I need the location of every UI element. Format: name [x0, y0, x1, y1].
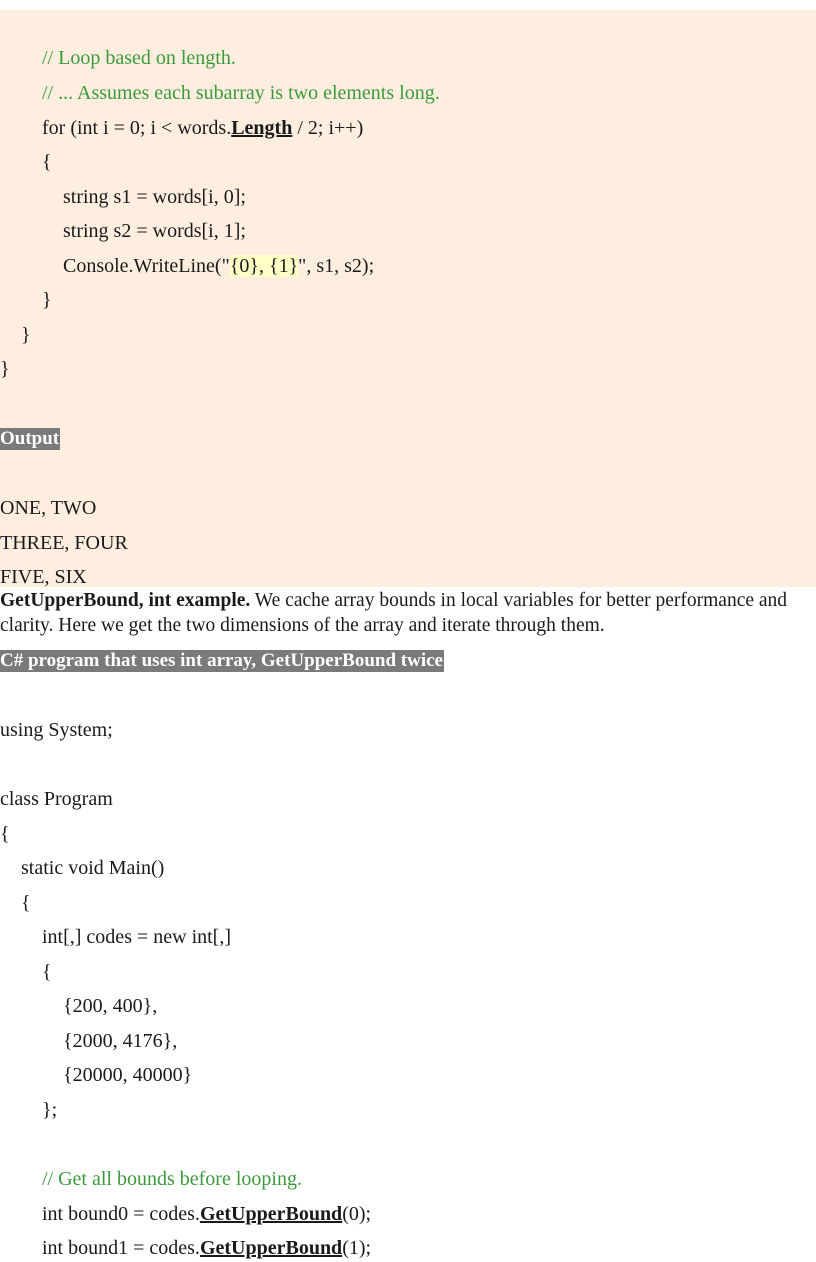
code-comment: // Loop based on length.: [42, 47, 236, 69]
code-line: int[,] codes = new int[,]: [42, 926, 232, 948]
code-comment: // Get all bounds before looping.: [42, 1168, 302, 1190]
code-comment: // ... Assumes each subarray is two elements long.: [42, 82, 440, 104]
code-line: using System;: [0, 719, 113, 741]
code-line: [42, 1236, 371, 1260]
code-brace: {: [0, 823, 10, 845]
paragraph-body: We cache array bounds in local variables for better performance and clarity. Here we get the two dimensions of the array and iterate through them.: [0, 590, 788, 636]
code-text: for (int i = 0; i < words.: [42, 117, 232, 139]
code-line: {200, 400},: [63, 995, 158, 1017]
code-line: string s1 = words[i, 0];: [63, 186, 246, 208]
code-brace: }: [21, 324, 31, 346]
code-line: };: [42, 1099, 58, 1121]
code-brace: {: [21, 892, 31, 914]
code-text: Console.WriteLine(": [63, 255, 230, 277]
code-line: class Program: [0, 788, 113, 810]
code-text: / 2; i++): [292, 117, 364, 139]
code-brace: }: [0, 358, 10, 380]
output-line: THREE, FOUR: [0, 532, 128, 554]
code-line: string s2 = words[i, 1];: [63, 220, 246, 242]
code-text: ", s1, s2);: [298, 255, 375, 277]
code-heading: C# program that uses int array, GetUpperBound twice: [0, 650, 443, 671]
code-brace: {: [42, 151, 52, 173]
description-paragraph: [0, 589, 816, 638]
code-line: {2000, 4176},: [63, 1030, 178, 1052]
format-string-highlight: {0}, {1}: [229, 255, 299, 277]
code-line: [42, 116, 363, 140]
code-text: int bound1 = codes.: [42, 1237, 200, 1259]
code-brace: }: [42, 289, 52, 311]
code-text: int bound0 = codes.: [42, 1203, 200, 1225]
code-text: (0);: [342, 1203, 372, 1225]
code-text: (1);: [342, 1237, 372, 1259]
code-line: {20000, 40000}: [63, 1064, 193, 1086]
code-brace: {: [42, 961, 52, 983]
getupperbound-member-link[interactable]: GetUpperBound: [199, 1237, 343, 1259]
code-line: [42, 1202, 371, 1226]
output-heading: Output: [0, 428, 60, 449]
length-member-link[interactable]: Length: [231, 117, 293, 139]
output-line: ONE, TWO: [0, 497, 97, 519]
code-line: static void Main(): [21, 857, 165, 879]
getupperbound-member-link[interactable]: GetUpperBound: [199, 1203, 343, 1225]
output-line: FIVE, SIX: [0, 566, 87, 588]
code-line: [63, 254, 374, 278]
paragraph-lead: GetUpperBound, int example.: [0, 590, 251, 611]
